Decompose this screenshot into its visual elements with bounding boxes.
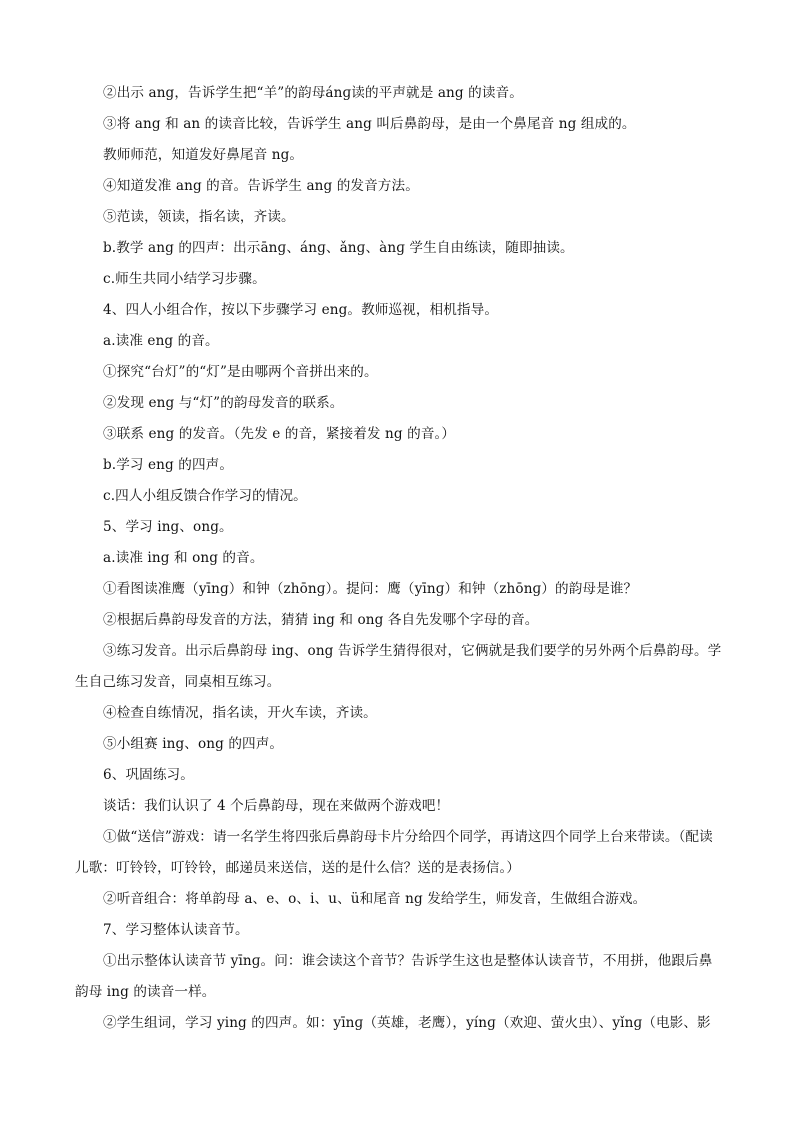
paragraph: ①做“送信”游戏：请一名学生将四张后鼻韵母卡片分给四个同学，再请这四个同学上台来带读。（配读儿歌：叮铃铃，叮铃铃，邮递员来送信，送的是什么信？送的是表扬信。）	[75, 829, 713, 876]
document-body	[75, 78, 725, 1039]
paragraph: ⑤范读，领读，指名读，齐读。	[103, 209, 295, 225]
paragraph: ②发现 eng 与“灯”的韵母发音的联系。	[103, 395, 344, 411]
paragraph: b.教学 ang 的四声：出示ānɡ、ánɡ、ǎnɡ、ànɡ 学生自由练读，随即抽读。	[103, 240, 574, 256]
paragraph: c.四人小组反馈合作学习的情况。	[103, 488, 307, 504]
paragraph: a.读准 ing 和 ong 的音。	[103, 550, 264, 566]
paragraph: ②学生组词，学习 ying 的四声。如：yīnɡ（英雄，老鹰），yínɡ（欢迎、萤火虫）、yǐnɡ（电影、影	[103, 1015, 711, 1031]
paragraph: ①探究“台灯”的“灯”是由哪两个音拼出来的。	[103, 364, 378, 380]
paragraph: ④知道发准 ang 的音。告诉学生 ang 的发音方法。	[103, 178, 419, 194]
paragraph: ②出示 ang，告诉学生把“羊”的韵母ánɡ读的平声就是 ang 的读音。	[103, 85, 523, 101]
paragraph: ③练习发音。出示后鼻韵母 ing、ong 告诉学生猜得很对，它俩就是我们要学的另外两个后鼻韵母。学生自己练习发音，同桌相互练习。	[75, 643, 722, 690]
paragraph: ①看图读准鹰（yīnɡ）和钟（zhōnɡ）。提问：鹰（yīnɡ）和钟（zhōnɡ）的韵母是谁？	[103, 581, 638, 597]
paragraph: ①出示整体认读音节 yīnɡ。问：谁会读这个音节？告诉学生这也是整体认读音节，不用拼，他跟后鼻韵母 ing 的读音一样。	[75, 953, 713, 1000]
paragraph: c.师生共同小结学习步骤。	[103, 271, 266, 287]
paragraph: ④检查自练情况，指名读，开火车读，齐读。	[103, 705, 377, 721]
paragraph: ②听音组合：将单韵母 a、e、o、i、u、ü和尾音 ng 发给学生，师发音，生做组合游戏。	[103, 891, 647, 907]
paragraph: ③联系 eng 的发音。（先发 e 的音，紧接着发 ng 的音。）	[103, 426, 456, 442]
paragraph: 6、巩固练习。	[103, 767, 194, 783]
paragraph: 教师师范，知道发好鼻尾音 ng。	[103, 147, 304, 163]
paragraph: 5、学习 ing、ong。	[103, 519, 233, 535]
paragraph: 7、学习整体认读音节。	[103, 922, 249, 938]
paragraph: 4、四人小组合作，按以下步骤学习 eng。教师巡视，相机指导。	[103, 302, 499, 318]
paragraph: ⑤小组赛 ing、ong 的四声。	[103, 736, 284, 752]
paragraph: a.读准 eng 的音。	[103, 333, 219, 349]
paragraph: ③将 ang 和 an 的读音比较，告诉学生 ang 叫后鼻韵母，是由一个鼻尾音 ng 组成的。	[103, 116, 636, 132]
paragraph: ②根据后鼻韵母发音的方法，猜猜 ing 和 ong 各自先发哪个字母的音。	[103, 612, 539, 628]
paragraph: 谈话：我们认识了 4 个后鼻韵母，现在来做两个游戏吧！	[103, 798, 450, 814]
paragraph: b.学习 eng 的四声。	[103, 457, 234, 473]
